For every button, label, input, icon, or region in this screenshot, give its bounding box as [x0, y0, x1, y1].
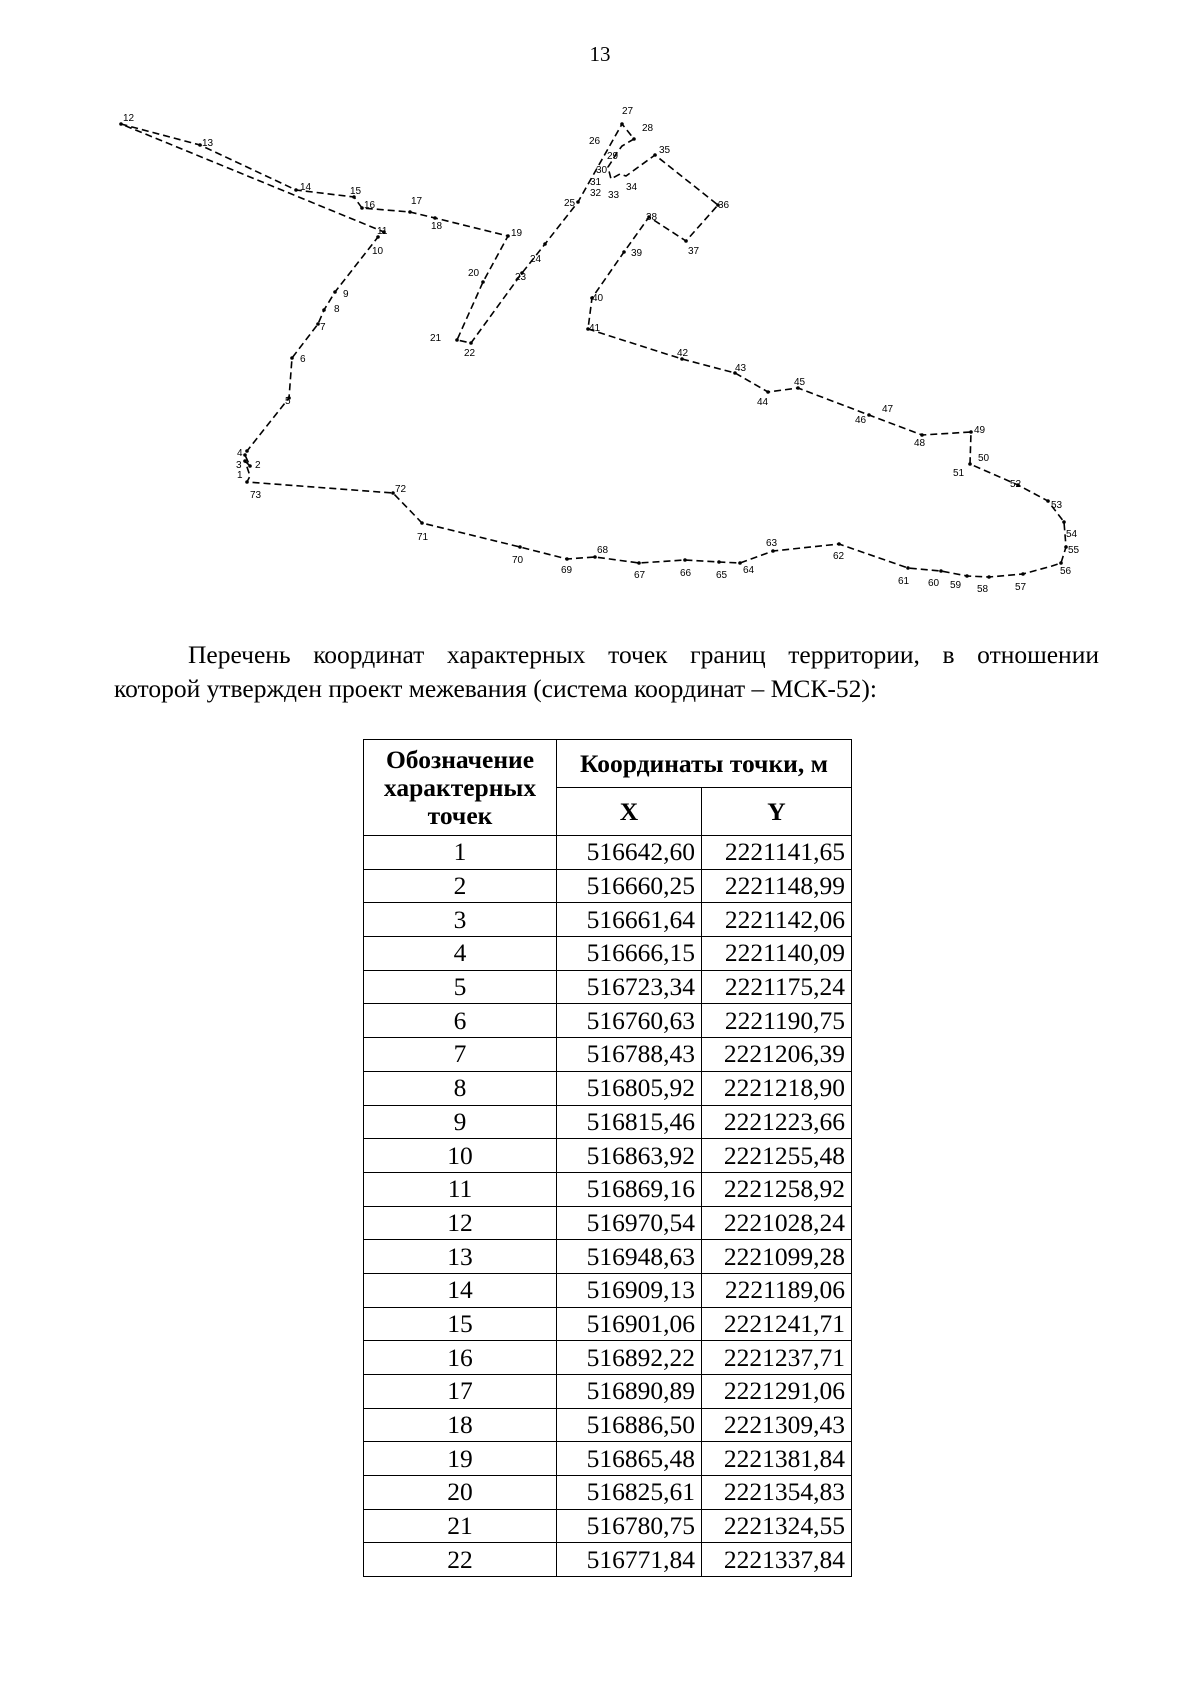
point-number-cell: 17	[364, 1375, 557, 1409]
x-coordinate-cell: 516666,15	[557, 937, 702, 971]
x-coordinate-cell: 516890,89	[557, 1375, 702, 1409]
vertex-51	[968, 462, 972, 466]
vertex-label: 31	[590, 177, 602, 188]
vertex-label: 9	[343, 289, 349, 300]
vertex-label: 52	[1010, 479, 1022, 490]
vertex-label: 36	[718, 200, 730, 211]
table-row	[364, 903, 852, 937]
y-coordinate-cell: 2221206,39	[702, 1038, 852, 1072]
paragraph-line: Перечень координат характерных точек границ территории, в отношении	[188, 640, 1099, 669]
vertex-label: 10	[372, 246, 384, 257]
vertex-37	[684, 239, 688, 243]
table-row	[364, 1105, 852, 1139]
x-coordinate-cell: 516780,75	[557, 1509, 702, 1543]
point-number-cell: 6	[364, 1004, 557, 1038]
vertex-label: 72	[395, 484, 407, 495]
vertex-62	[837, 542, 841, 546]
y-coordinate-cell: 2221237,71	[702, 1341, 852, 1375]
vertex-label: 49	[974, 425, 986, 436]
y-coordinate-cell: 2221142,06	[702, 903, 852, 937]
table-row	[364, 869, 852, 903]
point-number-cell: 19	[364, 1442, 557, 1476]
vertex-label: 67	[634, 570, 646, 581]
vertex-63	[771, 549, 775, 553]
table-row	[364, 1206, 852, 1240]
vertex-label: 71	[417, 532, 429, 543]
vertex-label: 21	[430, 333, 442, 344]
vertex-39	[622, 250, 626, 254]
vertex-label: 61	[898, 576, 910, 587]
vertex-label: 25	[564, 198, 576, 209]
paragraph-line: которой утвержден проект межевания (система координат – МСК-52):	[114, 674, 877, 703]
y-coordinate-cell: 2221255,48	[702, 1139, 852, 1173]
point-number-cell: 10	[364, 1139, 557, 1173]
header-point-designation: Обозначение характерных точек	[364, 740, 557, 836]
point-number-cell: 20	[364, 1476, 557, 1510]
x-coordinate-cell: 516788,43	[557, 1038, 702, 1072]
vertex-65	[717, 560, 721, 564]
point-number-cell: 7	[364, 1038, 557, 1072]
vertex-label: 20	[468, 268, 480, 279]
table-row	[364, 1139, 852, 1173]
vertex-56	[1059, 561, 1063, 565]
vertex-label: 16	[364, 200, 376, 211]
vertex-label: 68	[597, 545, 609, 556]
vertex-8	[322, 308, 326, 312]
y-coordinate-cell: 2221189,06	[702, 1273, 852, 1307]
vertex-58	[987, 575, 991, 579]
y-coordinate-cell: 2221324,55	[702, 1509, 852, 1543]
vertex-label: 30	[596, 165, 608, 176]
vertex-14	[294, 188, 298, 192]
x-coordinate-cell: 516863,92	[557, 1139, 702, 1173]
y-coordinate-cell: 2221354,83	[702, 1476, 852, 1510]
y-coordinate-cell: 2221148,99	[702, 869, 852, 903]
vertex-label: 19	[511, 228, 523, 239]
y-coordinate-cell: 2221381,84	[702, 1442, 852, 1476]
point-number-cell: 12	[364, 1206, 557, 1240]
vertex-66	[683, 558, 687, 562]
vertex-label: 28	[642, 123, 654, 134]
vertex-label: 55	[1068, 545, 1080, 556]
vertex-69	[565, 557, 569, 561]
vertex-label: 14	[300, 182, 312, 193]
vertex-24	[543, 242, 547, 246]
x-coordinate-cell: 516660,25	[557, 869, 702, 903]
vertex-54	[1062, 520, 1066, 524]
vertex-label: 35	[659, 145, 671, 156]
vertex-label: 57	[1015, 582, 1027, 593]
vertex-48	[920, 433, 924, 437]
x-coordinate-cell: 516805,92	[557, 1071, 702, 1105]
x-coordinate-cell: 516661,64	[557, 903, 702, 937]
point-number-cell: 2	[364, 869, 557, 903]
x-coordinate-cell: 516642,60	[557, 836, 702, 870]
vertex-label: 29	[607, 151, 619, 162]
vertex-3	[243, 453, 247, 457]
x-coordinate-cell: 516865,48	[557, 1442, 702, 1476]
vertex-label: 12	[123, 113, 135, 124]
x-coordinate-cell: 516892,22	[557, 1341, 702, 1375]
table-row	[364, 1172, 852, 1206]
point-number-cell: 5	[364, 970, 557, 1004]
point-number-cell: 16	[364, 1341, 557, 1375]
point-number-cell: 18	[364, 1408, 557, 1442]
vertex-67	[637, 561, 641, 565]
x-coordinate-cell: 516771,84	[557, 1543, 702, 1577]
point-number-cell: 22	[364, 1543, 557, 1577]
vertex-71	[420, 521, 424, 525]
vertex-9	[333, 290, 337, 294]
vertex-label: 7	[320, 322, 326, 333]
vertex-61	[906, 566, 910, 570]
x-coordinate-cell: 516825,61	[557, 1476, 702, 1510]
table-row	[364, 1375, 852, 1409]
vertex-label: 51	[953, 468, 965, 479]
vertex-label: 73	[250, 490, 262, 501]
vertex-label: 38	[646, 212, 658, 223]
vertex-label: 32	[590, 188, 602, 199]
vertex-label: 54	[1066, 529, 1078, 540]
table-row	[364, 1071, 852, 1105]
vertex-label: 34	[626, 182, 638, 193]
vertex-label: 64	[743, 565, 755, 576]
x-coordinate-cell: 516886,50	[557, 1408, 702, 1442]
x-coordinate-cell: 516948,63	[557, 1240, 702, 1274]
vertex-4	[245, 449, 249, 453]
vertex-label: 5	[285, 396, 291, 407]
point-number-cell: 8	[364, 1071, 557, 1105]
point-number-cell: 13	[364, 1240, 557, 1274]
vertex-19	[506, 234, 510, 238]
vertex-1	[243, 459, 247, 463]
vertex-label: 65	[716, 570, 728, 581]
vertex-label: 41	[589, 323, 601, 334]
vertex-44	[766, 390, 770, 394]
vertex-label: 39	[631, 248, 643, 259]
vertex-label: 22	[464, 348, 476, 359]
y-coordinate-cell: 2221291,06	[702, 1375, 852, 1409]
vertex-21	[455, 338, 459, 342]
point-number-cell: 9	[364, 1105, 557, 1139]
table-row	[364, 1004, 852, 1038]
table-body	[364, 836, 852, 1577]
vertex-label: 15	[350, 186, 362, 197]
vertex-28	[632, 137, 636, 141]
vertex-label: 3	[236, 460, 242, 471]
boundary-plan	[0, 0, 1200, 620]
table-row	[364, 1509, 852, 1543]
vertex-label: 42	[677, 348, 689, 359]
vertex-label: 70	[512, 555, 524, 566]
vertex-label: 33	[608, 190, 620, 201]
vertex-label: 17	[411, 196, 423, 207]
vertex-label: 69	[561, 565, 573, 576]
point-number-cell: 15	[364, 1307, 557, 1341]
table-row	[364, 1307, 852, 1341]
vertex-64	[738, 561, 742, 565]
vertex-label: 66	[680, 568, 692, 579]
point-number-cell: 21	[364, 1509, 557, 1543]
vertex-label: 63	[766, 538, 778, 549]
vertex-25	[576, 200, 580, 204]
vertex-label: 45	[794, 377, 806, 388]
vertex-label: 8	[334, 304, 340, 315]
x-coordinate-cell: 516760,63	[557, 1004, 702, 1038]
vertex-labels	[123, 106, 1080, 595]
intro-paragraph	[114, 638, 1099, 706]
vertex-label: 43	[735, 363, 747, 374]
page-number: 13	[589, 42, 611, 66]
vertex-label: 53	[1051, 500, 1063, 511]
vertex-label: 59	[950, 580, 962, 591]
vertex-label: 60	[928, 578, 940, 589]
y-coordinate-cell: 2221141,65	[702, 836, 852, 870]
vertex-27	[620, 122, 624, 126]
y-coordinate-cell: 2221337,84	[702, 1543, 852, 1577]
vertex-20	[481, 280, 485, 284]
vertex-label: 23	[515, 272, 527, 283]
table-row	[364, 1543, 852, 1577]
vertex-label: 46	[855, 415, 867, 426]
y-coordinate-cell: 2221241,71	[702, 1307, 852, 1341]
vertex-label: 18	[431, 221, 443, 232]
x-coordinate-cell: 516970,54	[557, 1206, 702, 1240]
vertex-label: 24	[530, 254, 542, 265]
x-coordinate-cell: 516869,16	[557, 1172, 702, 1206]
table-row	[364, 1240, 852, 1274]
table-row	[364, 970, 852, 1004]
header-coordinates: Координаты точки, м	[557, 740, 852, 788]
header-x: X	[557, 788, 702, 836]
vertex-label: 56	[1060, 566, 1072, 577]
table-row	[364, 836, 852, 870]
vertex-60	[939, 569, 943, 573]
y-coordinate-cell: 2221140,09	[702, 937, 852, 971]
point-number-cell: 3	[364, 903, 557, 937]
point-number-cell: 1	[364, 836, 557, 870]
vertex-6	[290, 356, 294, 360]
y-coordinate-cell: 2221258,92	[702, 1172, 852, 1206]
vertex-label: 62	[833, 551, 845, 562]
vertex-label: 47	[882, 404, 894, 415]
table-row	[364, 1442, 852, 1476]
point-number-cell: 11	[364, 1172, 557, 1206]
table-row	[364, 937, 852, 971]
vertex-label: 44	[757, 397, 769, 408]
y-coordinate-cell: 2221028,24	[702, 1206, 852, 1240]
vertex-label: 50	[978, 453, 990, 464]
vertex-22	[469, 341, 473, 345]
vertex-label: 2	[255, 460, 261, 471]
table-row	[364, 1408, 852, 1442]
vertex-70	[518, 545, 522, 549]
y-coordinate-cell: 2221223,66	[702, 1105, 852, 1139]
table-row	[364, 1341, 852, 1375]
vertex-label: 37	[688, 246, 700, 257]
y-coordinate-cell: 2221309,43	[702, 1408, 852, 1442]
y-coordinate-cell: 2221175,24	[702, 970, 852, 1004]
vertex-49	[969, 430, 973, 434]
y-coordinate-cell: 2221218,90	[702, 1071, 852, 1105]
x-coordinate-cell: 516909,13	[557, 1273, 702, 1307]
vertex-label: 13	[202, 138, 214, 149]
table-row	[364, 1273, 852, 1307]
point-number-cell: 14	[364, 1273, 557, 1307]
vertex-label: 4	[237, 448, 243, 459]
vertex-35	[653, 153, 657, 157]
y-coordinate-cell: 2221099,28	[702, 1240, 852, 1274]
vertex-label: 40	[592, 293, 604, 304]
vertex-label: 11	[377, 226, 388, 237]
table-row	[364, 1476, 852, 1510]
vertex-46	[867, 413, 871, 417]
vertex-label: 58	[977, 584, 989, 595]
vertex-57	[1021, 572, 1025, 576]
vertex-2	[248, 464, 252, 468]
vertex-label: 48	[914, 438, 926, 449]
vertex-label: 1	[237, 470, 243, 481]
vertex-53	[1046, 499, 1050, 503]
x-coordinate-cell: 516901,06	[557, 1307, 702, 1341]
coordinates-table	[363, 739, 852, 1577]
vertex-59	[965, 574, 969, 578]
vertex-17	[408, 210, 412, 214]
y-coordinate-cell: 2221190,75	[702, 1004, 852, 1038]
vertex-18	[433, 216, 437, 220]
table-row	[364, 1038, 852, 1072]
vertex-label: 27	[622, 106, 634, 117]
header-y: Y	[702, 788, 852, 836]
vertex-label: 26	[589, 136, 601, 147]
vertex-label: 6	[300, 354, 306, 365]
vertex-73	[245, 480, 249, 484]
point-number-cell: 4	[364, 937, 557, 971]
x-coordinate-cell: 516815,46	[557, 1105, 702, 1139]
x-coordinate-cell: 516723,34	[557, 970, 702, 1004]
